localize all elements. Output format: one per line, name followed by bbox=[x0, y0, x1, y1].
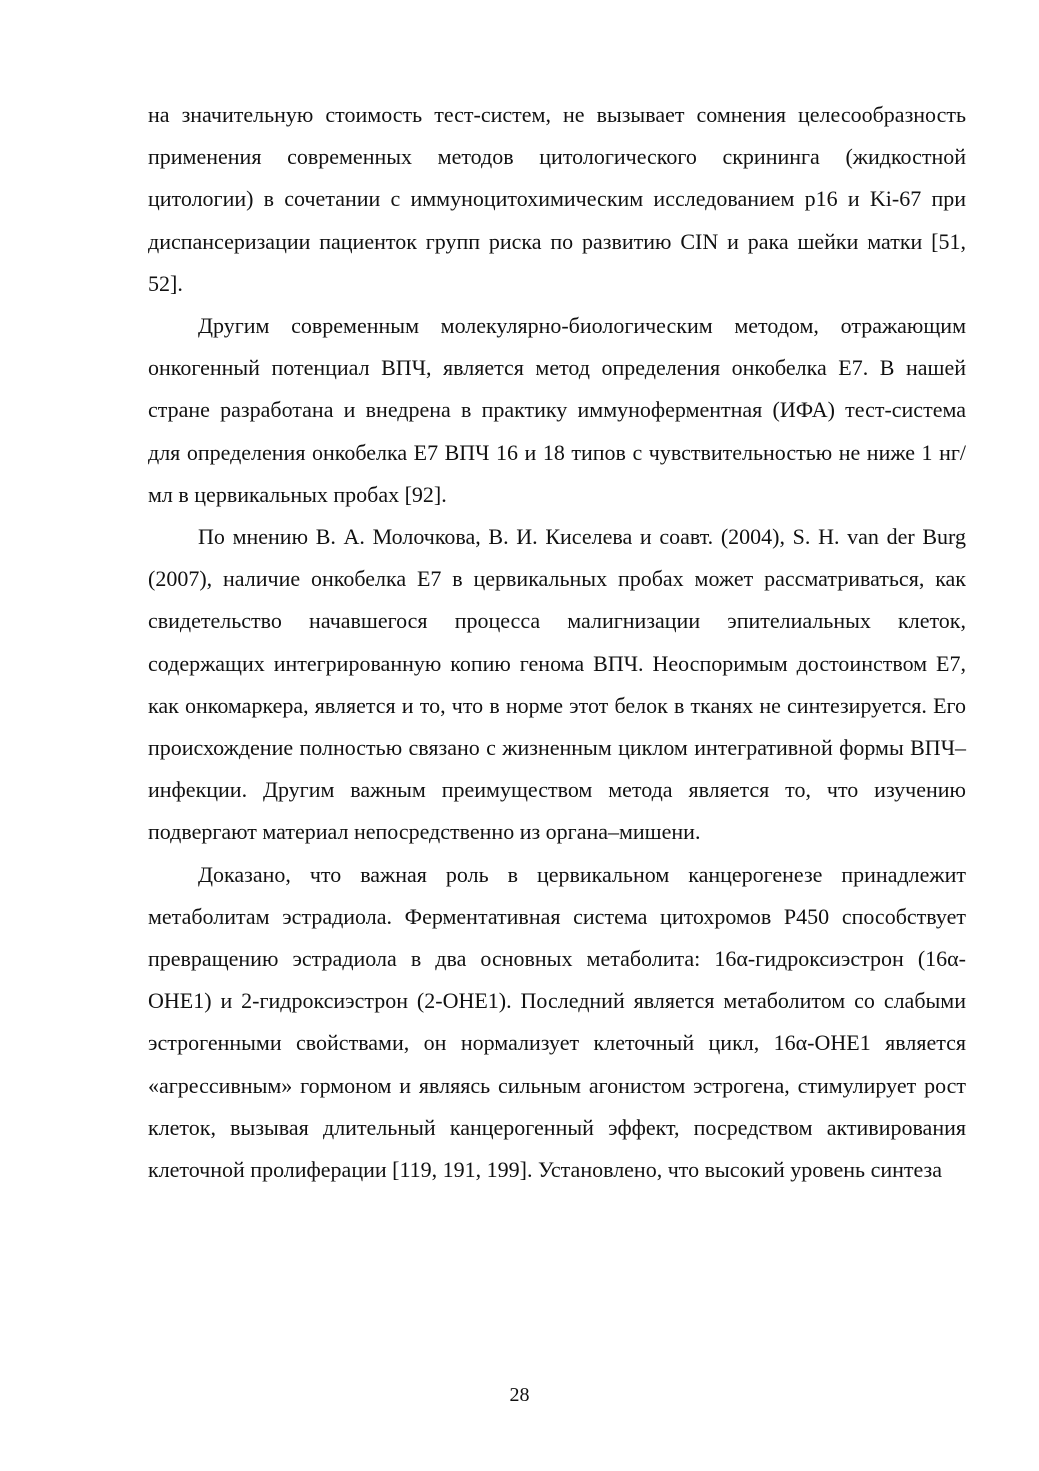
paragraph-e7-oncomarker-opinion: По мнению В. А. Молочкова, В. И. Киселева и соавт. (2004), S. H. van der Burg (2007), наличие онкобелка Е7 в цервикальных пробах может рассматриваться, как свидетельство начавшегося процесса малигнизации эпителиальных клеток, содержащих интегрированную копию генома ВПЧ. Неоспоримым достоинством Е7, как онкомаркера, является и то, что в норме этот белок в тканях не синтезируется. Его происхождение полностью связано с жизненным циклом интегративной формы ВПЧ–инфекции. Другим важным преимуществом метода является то, что изучению подвергают материал непосредственно из органа–мишени. bbox=[148, 524, 966, 845]
paragraph-continuation: на значительную стоимость тест-систем, не вызывает сомнения целесообразность применения современных методов цитологического скрининга (жидкостной цитологии) в сочетании с иммуноцитохимическим исследованием p16 и Ki-67 при диспансеризации пациенток групп риска по развитию CIN и рака шейки матки [51, 52]. bbox=[148, 102, 966, 296]
paragraph-estradiol-metabolites: Доказано, что важная роль в цервикальном канцерогенезе принадлежит метаболитам эстрадиола. Ферментативная система цитохромов P450 способствует превращению эстрадиола в два основных метаболита: 16α-гидроксиэстрон (16α-OHE1) и 2-гидроксиэстрон (2-OHE1). Последний является метаболитом со слабыми эстрогенными свойствами, он нормализует клеточный цикл, 16α-OHE1 является «агрессивным» гормоном и являясь сильным агонистом эстрогена, стимулирует рост клеток, вызывая длительный канцерогенный эффект, посредством активирования клеточной пролиферации [119, 191, 199]. Установлено, что высокий уровень синтеза bbox=[148, 861, 966, 1183]
page-body bbox=[148, 94, 966, 1191]
page-number: 28 bbox=[509, 1384, 530, 1406]
paragraph-e7-oncoprotein-method: Другим современным молекулярно-биологическим методом, отражающим онкогенный потенциал ВПЧ, является метод определения онкобелка Е7. В нашей стране разработана и внедрена в практику иммуноферментная (ИФА) тест-система для определения онкобелка Е7 ВПЧ 16 и 18 типов с чувствительностью не ниже 1 нг/мл в цервикальных пробах [92]. bbox=[148, 313, 966, 507]
